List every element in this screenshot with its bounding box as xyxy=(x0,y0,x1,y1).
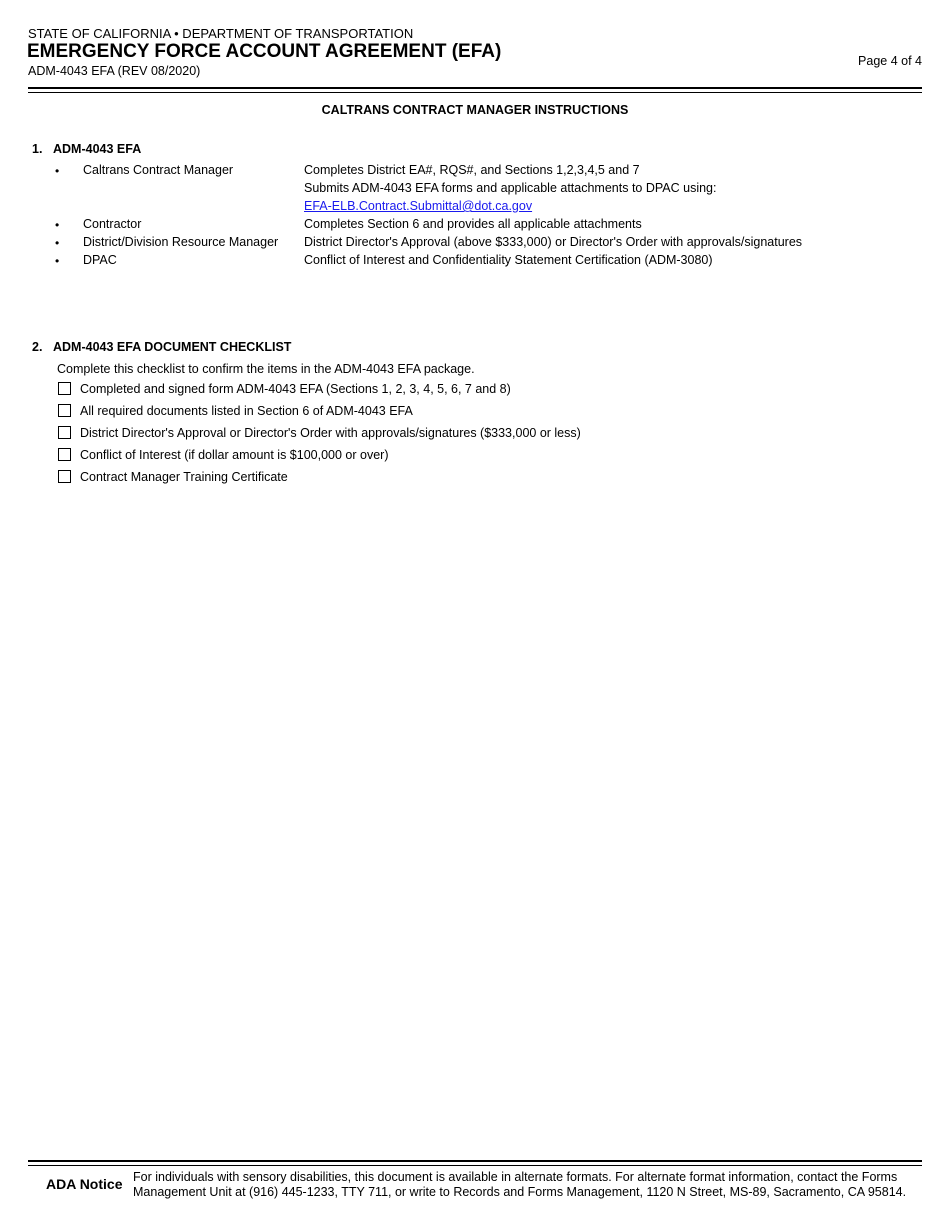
submittal-email-link[interactable]: EFA-ELB.Contract.Submittal@dot.ca.gov xyxy=(304,199,533,213)
section-1-title: ADM-4043 EFA xyxy=(53,142,142,156)
checkbox[interactable] xyxy=(58,426,71,439)
checkbox[interactable] xyxy=(58,382,71,395)
bullet: • xyxy=(55,254,60,268)
ada-notice-label: ADA Notice xyxy=(46,1176,123,1192)
section-2-title: ADM-4043 EFA DOCUMENT CHECKLIST xyxy=(53,340,292,354)
checklist-item-label: District Director's Approval or Director's Order with approvals/signatures ($333,000 or less) xyxy=(80,426,581,440)
checklist-item xyxy=(58,382,511,396)
checklist-item-label: All required documents listed in Section 6 of ADM-4043 EFA xyxy=(80,404,413,418)
checklist-item xyxy=(58,404,413,418)
page-number: Page 4 of 4 xyxy=(858,54,922,68)
section-2-number: 2. xyxy=(32,340,43,354)
footer-rule-thick xyxy=(28,1160,922,1162)
section-title-text: CALTRANS CONTRACT MANAGER INSTRUCTIONS xyxy=(321,103,629,117)
agency-line: STATE OF CALIFORNIA • DEPARTMENT OF TRANSPORTATION xyxy=(28,26,414,41)
section-title xyxy=(0,103,950,117)
bullet: • xyxy=(55,218,60,232)
ada-notice-text: For individuals with sensory disabilities, this document is available in alternate formats. For alternate format information, contact the Forms Management Unit at (916) 445-1233, TTY 711, or write to Records and Forms Management, 1120 N Street, MS-89, Sacramento, CA 95814. xyxy=(133,1170,907,1199)
checklist-item xyxy=(58,448,388,462)
footer-rule-thin xyxy=(28,1165,922,1166)
checklist-item xyxy=(58,426,581,440)
checklist-intro: Complete this checklist to confirm the items in the ADM-4043 EFA package. xyxy=(57,362,475,376)
checkbox[interactable] xyxy=(58,448,71,461)
form-number: ADM-4043 EFA (REV 08/2020) xyxy=(28,64,201,78)
checklist-item xyxy=(58,470,288,484)
header-rule-thick xyxy=(28,87,922,89)
checklist-item-label: Conflict of Interest (if dollar amount is $100,000 or over) xyxy=(80,448,389,462)
section-1-number: 1. xyxy=(32,142,43,156)
role-caltrans-contract-manager: Caltrans Contract Manager xyxy=(83,163,234,177)
role-description: Completes District EA#, RQS#, and Sections 1,2,3,4,5 and 7 xyxy=(304,163,640,177)
bullet: • xyxy=(55,236,60,250)
role-description: Submits ADM-4043 EFA forms and applicable attachments to DPAC using: xyxy=(304,181,717,195)
checkbox[interactable] xyxy=(58,404,71,417)
role-dpac: DPAC xyxy=(83,253,117,267)
section-1-heading xyxy=(32,142,141,156)
role-description: Conflict of Interest and Confidentiality Statement Certification (ADM-3080) xyxy=(304,253,713,267)
checklist-item-label: Contract Manager Training Certificate xyxy=(80,470,288,484)
form-title: EMERGENCY FORCE ACCOUNT AGREEMENT (EFA) xyxy=(27,41,502,62)
checklist-item-label: Completed and signed form ADM-4043 EFA (Sections 1, 2, 3, 4, 5, 6, 7 and 8) xyxy=(80,382,511,396)
bullet: • xyxy=(55,164,60,178)
section-2-heading xyxy=(32,340,291,354)
role-contractor: Contractor xyxy=(83,217,142,231)
checkbox[interactable] xyxy=(58,470,71,483)
role-resource-manager: District/Division Resource Manager xyxy=(83,235,279,249)
header-rule-thin xyxy=(28,92,922,93)
role-description: Completes Section 6 and provides all applicable attachments xyxy=(304,217,642,231)
role-description: District Director's Approval (above $333,000) or Director's Order with approvals/signatures xyxy=(304,235,803,249)
